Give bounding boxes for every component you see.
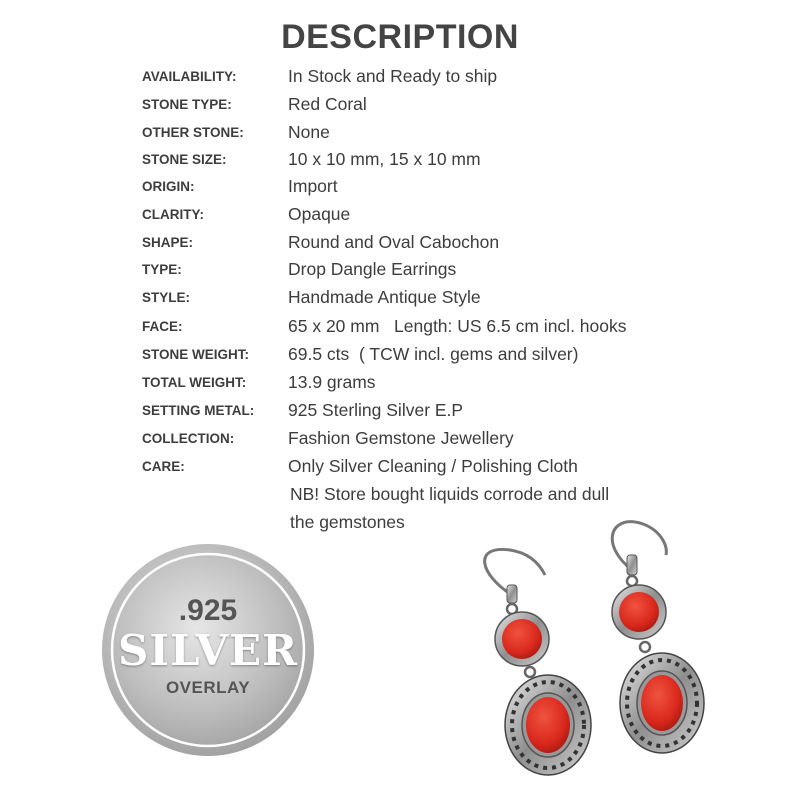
spec-value: Import — [288, 176, 338, 196]
spec-label: TYPE: — [142, 262, 182, 277]
spec-label: SHAPE: — [142, 235, 194, 250]
spec-value: Round and Oval Cabochon — [288, 232, 500, 252]
spec-value: 925 Sterling Silver E.P — [288, 400, 464, 420]
spec-label: STYLE: — [142, 290, 191, 305]
spec-label: ORIGIN: — [142, 179, 195, 194]
spec-label: STONE WEIGHT: — [142, 347, 250, 362]
page-title: DESCRIPTION — [281, 18, 519, 56]
spec-value: In Stock and Ready to ship — [288, 66, 498, 86]
badge-purity: .925 — [178, 594, 238, 627]
spec-value: 10 x 10 mm, 15 x 10 mm — [288, 149, 481, 169]
spec-value: None — [288, 122, 330, 142]
spec-label: SETTING METAL: — [142, 403, 255, 418]
care-note-line: NB! Store bought liquids corrode and dull — [290, 484, 610, 504]
spec-value: Drop Dangle Earrings — [288, 259, 457, 279]
product-photo-earrings — [460, 515, 720, 795]
spec-value: 13.9 grams — [288, 372, 376, 392]
care-note-line: the gemstones — [290, 512, 405, 532]
silver-overlay-badge — [100, 542, 316, 758]
spec-label: COLLECTION: — [142, 431, 235, 446]
spec-label: AVAILABILITY: — [142, 69, 237, 84]
spec-value: Only Silver Cleaning / Polishing Cloth — [288, 456, 578, 476]
badge-metal: SILVER — [117, 626, 299, 675]
spec-value: 65 x 20 mm Length: US 6.5 cm incl. hooks — [288, 316, 627, 336]
spec-label: TOTAL WEIGHT: — [142, 375, 247, 390]
spec-label: OTHER STONE: — [142, 125, 244, 140]
right-earring — [612, 522, 704, 753]
spec-label: FACE: — [142, 319, 183, 334]
spec-value: Handmade Antique Style — [288, 287, 481, 307]
spec-label: CARE: — [142, 459, 185, 474]
spec-value: 69.5 cts ( TCW incl. gems and silver) — [288, 344, 579, 364]
spec-label: STONE SIZE: — [142, 152, 227, 167]
spec-value: Red Coral — [288, 94, 367, 114]
left-earring — [485, 549, 591, 775]
spec-value: Fashion Gemstone Jewellery — [288, 428, 514, 448]
badge-finish: OVERLAY — [165, 678, 251, 697]
coral-earrings-icon — [460, 515, 720, 795]
spec-label: STONE TYPE: — [142, 97, 232, 112]
spec-value: Opaque — [288, 204, 351, 224]
spec-label: CLARITY: — [142, 207, 204, 222]
